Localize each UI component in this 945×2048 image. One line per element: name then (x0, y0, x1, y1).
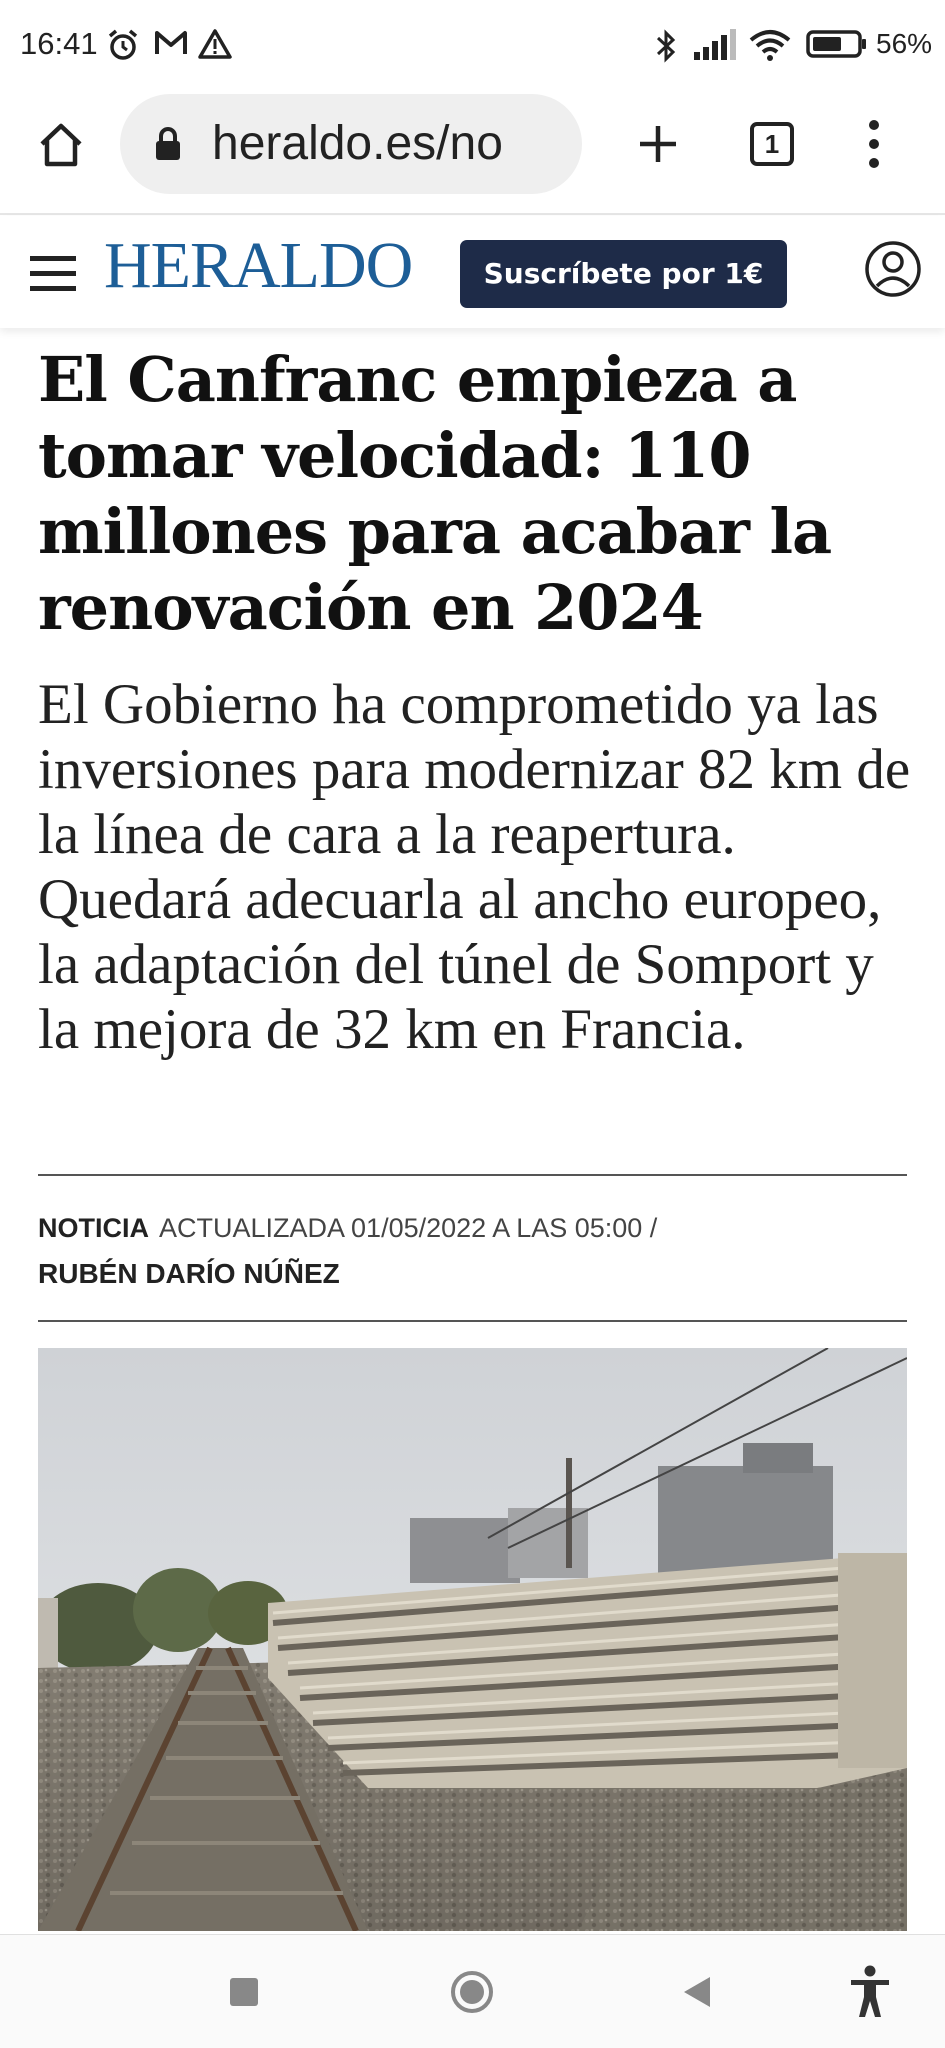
article-updated: ACTUALIZADA 01/05/2022 A LAS 05:00 / (159, 1213, 658, 1243)
heraldo-logo[interactable]: HERALDO (104, 229, 413, 302)
more-vert-icon[interactable] (864, 118, 884, 170)
site-header (0, 216, 945, 328)
alarm-icon (106, 28, 140, 62)
signal-icon (692, 28, 738, 62)
article-subheadline: El Gobierno ha comprometido ya las inversiones para modernizar 82 km de la línea de cara a la reapertura. Quedará adecuarla al ancho europeo, la adaptación del túnel de Somport y la mejora de 32 km en Francia. (38, 673, 911, 1061)
home-circle-icon[interactable] (450, 1970, 494, 2014)
railway-sleepers-image (38, 1348, 907, 1931)
battery-percent: 56% (876, 28, 933, 59)
url-text: heraldo.es/no (212, 117, 503, 170)
status-bar (0, 0, 945, 90)
status-time: 16:41 (20, 26, 98, 61)
article-photo (38, 1348, 907, 1931)
bluetooth-icon (654, 28, 678, 64)
url-bar[interactable] (120, 94, 582, 194)
accessibility-icon[interactable] (848, 1965, 892, 2019)
menu-icon[interactable] (30, 254, 76, 294)
warning-icon (198, 28, 232, 60)
gmail-icon (154, 28, 188, 58)
article-type: NOTICIA (38, 1213, 149, 1243)
recents-square-icon[interactable] (230, 1978, 258, 2006)
browser-toolbar (0, 90, 945, 215)
system-nav-bar (0, 1934, 945, 2048)
article-meta (38, 1213, 908, 1244)
divider (38, 1320, 907, 1322)
divider (38, 1174, 907, 1176)
home-icon[interactable] (36, 120, 86, 170)
article-headline: El Canfranc empieza a tomar velocidad: 110 millones para acabar la renovación en 2024 (38, 343, 832, 644)
lock-icon (154, 126, 182, 162)
new-tab-plus-icon[interactable] (636, 122, 680, 166)
back-triangle-icon[interactable] (682, 1975, 712, 2009)
account-icon[interactable] (864, 240, 922, 298)
subscribe-button[interactable]: Suscríbete por 1€ (460, 240, 787, 308)
article-author[interactable]: RUBÉN DARÍO NÚÑEZ (38, 1258, 340, 1289)
tabs-icon[interactable]: 1 (750, 122, 794, 166)
wifi-icon (748, 28, 792, 62)
battery-icon (806, 28, 868, 60)
